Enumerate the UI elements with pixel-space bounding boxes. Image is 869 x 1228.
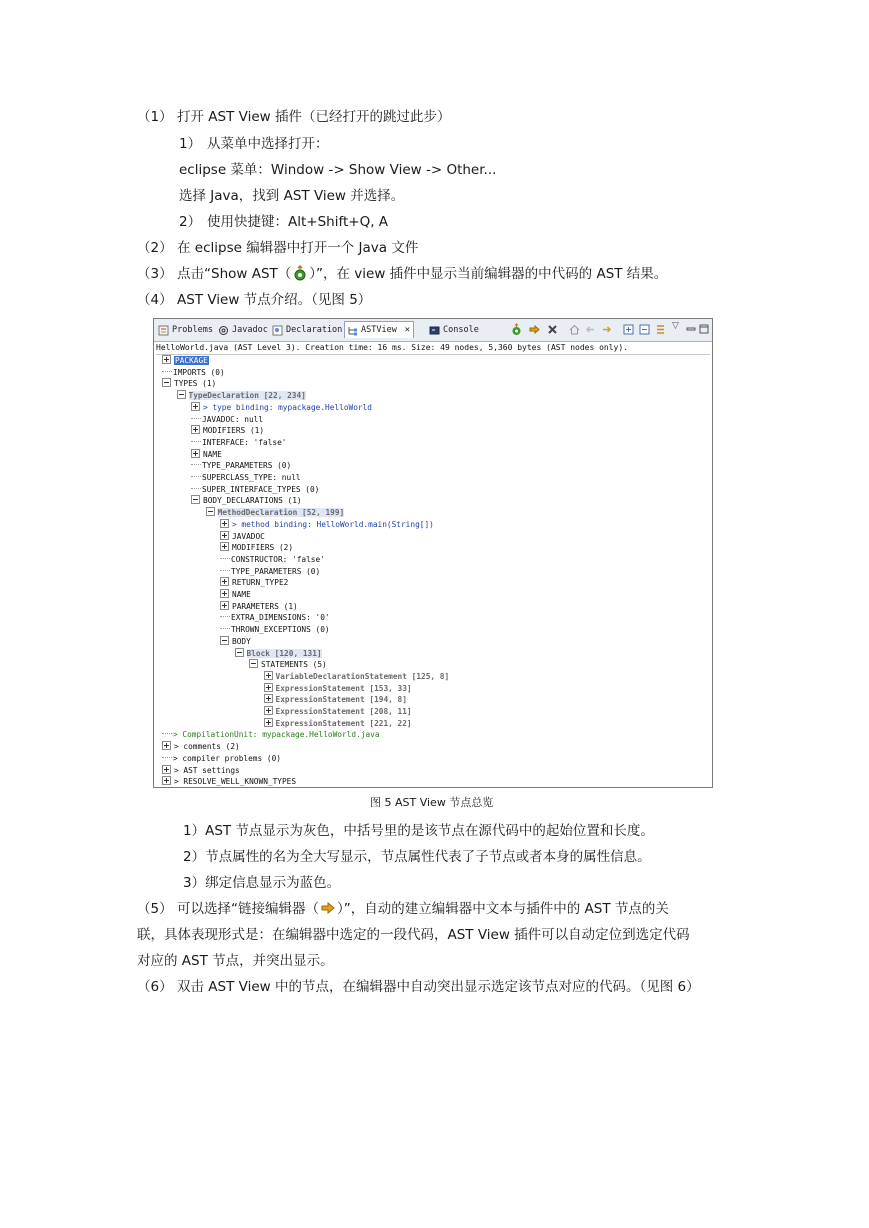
tree-node-label: SUPERCLASS_TYPE: null xyxy=(202,473,301,482)
note-1: 1）AST 节点显示为灰色，中括号里的是该节点在源代码中的起始位置和长度。 xyxy=(183,823,654,839)
step-number: （1） xyxy=(137,109,173,125)
expand-icon[interactable] xyxy=(264,706,273,715)
tree-node[interactable] xyxy=(264,718,412,729)
step-text: 双击 AST View 中的节点，在编辑器中自动突出显示选定该节点对应的代码。（见图 6） xyxy=(177,979,700,995)
tree-node-label: STATEMENTS (5) xyxy=(261,660,327,670)
expand-icon[interactable] xyxy=(264,694,273,703)
tree-node-label: BODY xyxy=(232,636,251,646)
tree-connector xyxy=(162,757,172,758)
substep-text: 从菜单中选择打开： xyxy=(207,136,329,152)
tree-node-label: TYPES (1) xyxy=(174,379,217,389)
tab-javadoc[interactable]: Javadoc xyxy=(216,322,268,339)
tree-node[interactable] xyxy=(264,671,450,682)
tree-node[interactable] xyxy=(220,542,293,553)
view-tab-bar xyxy=(154,319,712,342)
step-5-line-2: 联，具体表现形式是：在编辑器中选定的一段代码，AST View 插件可以自动定位到选定代码 xyxy=(137,927,690,943)
tree-node-label: VariableDeclarationStatement [125, 8] xyxy=(275,671,450,681)
close-icon[interactable]: ✕ xyxy=(404,325,410,335)
tree-node[interactable] xyxy=(162,776,296,787)
expand-icon[interactable] xyxy=(220,519,229,528)
tree-node[interactable] xyxy=(191,414,263,425)
tree-node[interactable] xyxy=(162,378,216,389)
expand-icon[interactable] xyxy=(220,577,229,586)
tree-node-label: > type binding: mypackage.HelloWorld xyxy=(203,402,372,412)
tab-console[interactable]: Console xyxy=(427,322,487,339)
tree-node-label: NAME xyxy=(232,590,251,599)
tree-node[interactable] xyxy=(162,355,209,366)
tree-node[interactable] xyxy=(264,694,407,705)
tree-node-label: ExpressionStatement [153, 33] xyxy=(275,683,412,693)
tree-node[interactable] xyxy=(162,765,240,776)
back-icon[interactable] xyxy=(584,323,597,336)
substep-1-1 xyxy=(179,135,329,153)
tree-node[interactable] xyxy=(220,601,298,612)
tree-node-label: Block [120, 131] xyxy=(246,648,322,658)
tree-node-label: THROWN_EXCEPTIONS (0) xyxy=(231,625,330,635)
step-text: 在 eclipse 编辑器中打开一个 Java 文件 xyxy=(177,240,419,256)
expand-icon[interactable] xyxy=(191,402,200,411)
tab-problems[interactable]: Problems xyxy=(156,322,214,339)
tree-node[interactable] xyxy=(264,683,412,694)
tree-connector xyxy=(191,476,201,477)
tree-connector xyxy=(220,570,230,571)
tree-node[interactable] xyxy=(177,390,306,401)
select-java-text: 选择 Java，找到 AST View 并选择。 xyxy=(179,188,405,204)
problems-icon xyxy=(158,325,169,336)
tree-node[interactable] xyxy=(191,495,302,506)
tree-node[interactable] xyxy=(220,589,251,600)
tree-connector xyxy=(191,418,201,419)
step-6 xyxy=(137,978,700,996)
tree-node-label: > compiler problems (0) xyxy=(173,753,281,763)
tree-node-label: PACKAGE xyxy=(175,356,208,365)
step-1 xyxy=(137,108,450,126)
maximize-icon[interactable] xyxy=(698,323,711,336)
expand-icon[interactable] xyxy=(264,671,273,680)
expand-icon[interactable] xyxy=(220,601,229,610)
figure-caption: 图 5 AST View 节点总览 xyxy=(370,796,494,809)
expand-icon[interactable] xyxy=(264,683,273,692)
tree-node[interactable] xyxy=(220,554,325,565)
tree-node-label: ExpressionStatement [221, 22] xyxy=(275,718,412,728)
collapse-icon[interactable] xyxy=(249,659,258,668)
tree-node-label: > AST settings xyxy=(174,765,240,775)
tree-node[interactable] xyxy=(220,624,330,635)
tree-node[interactable] xyxy=(220,577,288,588)
collapse-all-icon[interactable] xyxy=(638,323,651,336)
step-number: （3） xyxy=(137,266,173,282)
tree-connector xyxy=(220,558,230,559)
console-icon xyxy=(429,325,440,336)
tree-node[interactable] xyxy=(162,753,281,764)
substep-number: 2） xyxy=(179,214,202,230)
ast-status-line: HelloWorld.java (AST Level 3). Creation time: 16 ms. Size: 49 nodes, 5,360 bytes (AST nodes only). xyxy=(156,342,710,355)
expand-icon[interactable] xyxy=(191,425,200,434)
tree-node-label: BODY_DECLARATIONS (1) xyxy=(203,496,302,506)
expand-icon[interactable] xyxy=(162,776,171,785)
step-text-a: 可以选择“链接编辑器（ xyxy=(177,901,319,917)
step-text: AST View 节点介绍。（见图 5） xyxy=(177,292,372,308)
step-number: （6） xyxy=(137,979,173,995)
tree-node-label: EXTRA_DIMENSIONS: '0' xyxy=(231,613,330,623)
step-text-b: ）”，在 view 插件中显示当前编辑器的中代码的 AST 结果。 xyxy=(309,266,668,282)
tree-node-label: > comments (2) xyxy=(174,742,240,752)
tree-node-label: TYPE_PARAMETERS (0) xyxy=(202,461,292,471)
view-menu-icon[interactable]: ▽ xyxy=(672,321,679,331)
link-with-editor-icon[interactable] xyxy=(528,323,541,336)
substep-number: 1） xyxy=(179,136,202,152)
tree-node-label: TYPE_PARAMETERS (0) xyxy=(231,566,321,576)
step-text-b: ）”，自动的建立编辑器中文本与插件中的 AST 节点的关 xyxy=(337,901,669,917)
tree-node-label: RETURN_TYPE2 xyxy=(232,578,289,588)
collapse-icon[interactable] xyxy=(235,648,244,657)
tree-node-label: SUPER_INTERFACE_TYPES (0) xyxy=(202,484,320,494)
tree-node-label: > method binding: HelloWorld.main(String[]) xyxy=(232,519,434,529)
expand-icon[interactable] xyxy=(162,765,171,774)
tree-node-label: > CompilationUnit: mypackage.HelloWorld.java xyxy=(173,730,380,740)
show-ast-icon[interactable] xyxy=(510,323,523,336)
tree-node-label: TypeDeclaration [22, 234] xyxy=(188,391,306,401)
expand-icon[interactable] xyxy=(264,718,273,727)
expand-icon[interactable] xyxy=(191,449,200,458)
tree-node-label: JAVADOC xyxy=(232,531,265,541)
tree-connector xyxy=(191,488,201,489)
tree-connector xyxy=(162,371,172,372)
home-icon[interactable] xyxy=(568,323,581,336)
show-ast-icon xyxy=(292,265,308,281)
tab-declaration[interactable]: Declaration xyxy=(270,322,342,339)
tree-node[interactable] xyxy=(191,437,287,448)
step-number: （5） xyxy=(137,901,173,917)
tree-node-label: PARAMETERS (1) xyxy=(232,601,298,611)
link-with-editor-icon xyxy=(320,900,336,916)
step-2 xyxy=(137,239,418,257)
step-4 xyxy=(137,291,371,309)
tree-node[interactable] xyxy=(235,648,322,659)
tree-node[interactable] xyxy=(191,449,222,460)
ast-tree xyxy=(154,355,712,787)
tree-node[interactable] xyxy=(220,531,265,542)
tree-node-label: > RESOLVE_WELL_KNOWN_TYPES xyxy=(174,777,297,787)
tree-connector xyxy=(191,464,201,465)
tree-connector xyxy=(220,616,230,617)
astview-icon xyxy=(347,325,358,336)
tree-node-label: CONSTRUCTOR: 'false' xyxy=(231,554,325,564)
at-sign-icon xyxy=(218,325,229,336)
collapse-icon[interactable] xyxy=(177,390,186,399)
tree-connector xyxy=(220,628,230,629)
step-5 xyxy=(137,900,669,918)
step-text-a: 点击“Show AST（ xyxy=(177,266,292,282)
expand-icon[interactable] xyxy=(220,531,229,540)
tree-node[interactable] xyxy=(264,706,412,717)
tab-astview[interactable]: ASTView ✕ xyxy=(344,321,414,338)
expand-icon[interactable] xyxy=(220,589,229,598)
link-icon[interactable] xyxy=(654,323,667,336)
tree-node[interactable] xyxy=(191,484,319,495)
forward-icon[interactable] xyxy=(600,323,613,336)
step-text: 打开 AST View 插件（已经打开的跳过此步） xyxy=(177,109,451,125)
tree-node[interactable] xyxy=(220,566,320,577)
tree-node-label: MODIFIERS (1) xyxy=(203,426,265,436)
minimize-icon[interactable] xyxy=(685,323,698,336)
tree-node-label: JAVADOC: null xyxy=(202,414,264,424)
tree-node-label: IMPORTS (0) xyxy=(173,367,225,377)
tree-node[interactable] xyxy=(191,472,301,483)
expand-all-icon[interactable] xyxy=(622,323,635,336)
tree-node[interactable] xyxy=(249,659,327,670)
tree-node[interactable] xyxy=(220,519,434,530)
tree-node[interactable] xyxy=(162,741,240,752)
declaration-icon xyxy=(272,325,283,336)
expand-icon[interactable] xyxy=(162,355,171,364)
tree-node[interactable] xyxy=(191,402,372,413)
ast-view-screenshot xyxy=(153,318,713,788)
tree-node[interactable] xyxy=(191,460,291,471)
step-number: （2） xyxy=(137,240,173,256)
tree-node[interactable] xyxy=(191,425,264,436)
collapse-icon[interactable] xyxy=(191,495,200,504)
tree-connector xyxy=(162,733,172,734)
tree-node-label: ExpressionStatement [208, 11] xyxy=(275,707,412,716)
substep-text: 使用快捷键：Alt+Shift+Q, A xyxy=(207,214,389,230)
collapse-icon[interactable] xyxy=(162,378,171,387)
note-2: 2）节点属性的名为全大写显示，节点属性代表了子节点或者本身的属性信息。 xyxy=(183,849,651,865)
tree-node[interactable] xyxy=(162,367,225,378)
tree-node-label: INTERFACE: 'false' xyxy=(202,437,287,447)
step-3 xyxy=(137,265,667,283)
tree-node-label: MODIFIERS (2) xyxy=(232,543,294,553)
clear-icon[interactable] xyxy=(546,323,559,336)
expand-icon[interactable] xyxy=(162,741,171,750)
expand-icon[interactable] xyxy=(220,542,229,551)
collapse-icon[interactable] xyxy=(220,636,229,645)
tree-node[interactable] xyxy=(206,507,345,518)
tree-connector xyxy=(191,441,201,442)
tree-node[interactable] xyxy=(220,612,330,623)
note-3: 3）绑定信息显示为蓝色。 xyxy=(183,875,341,891)
step-number: （4） xyxy=(137,292,173,308)
substep-1-2 xyxy=(179,213,388,231)
tree-node-label: ExpressionStatement [194, 8] xyxy=(275,695,407,705)
menu-path-text: eclipse 菜单：Window -> Show View -> Other... xyxy=(179,162,497,178)
tree-node[interactable] xyxy=(162,729,380,740)
tree-node[interactable] xyxy=(220,636,251,647)
collapse-icon[interactable] xyxy=(206,507,215,516)
step-5-line-3: 对应的 AST 节点，并突出显示。 xyxy=(137,953,334,969)
tree-node-label: NAME xyxy=(203,449,222,459)
tree-node-label: MethodDeclaration [52, 199] xyxy=(217,508,345,518)
